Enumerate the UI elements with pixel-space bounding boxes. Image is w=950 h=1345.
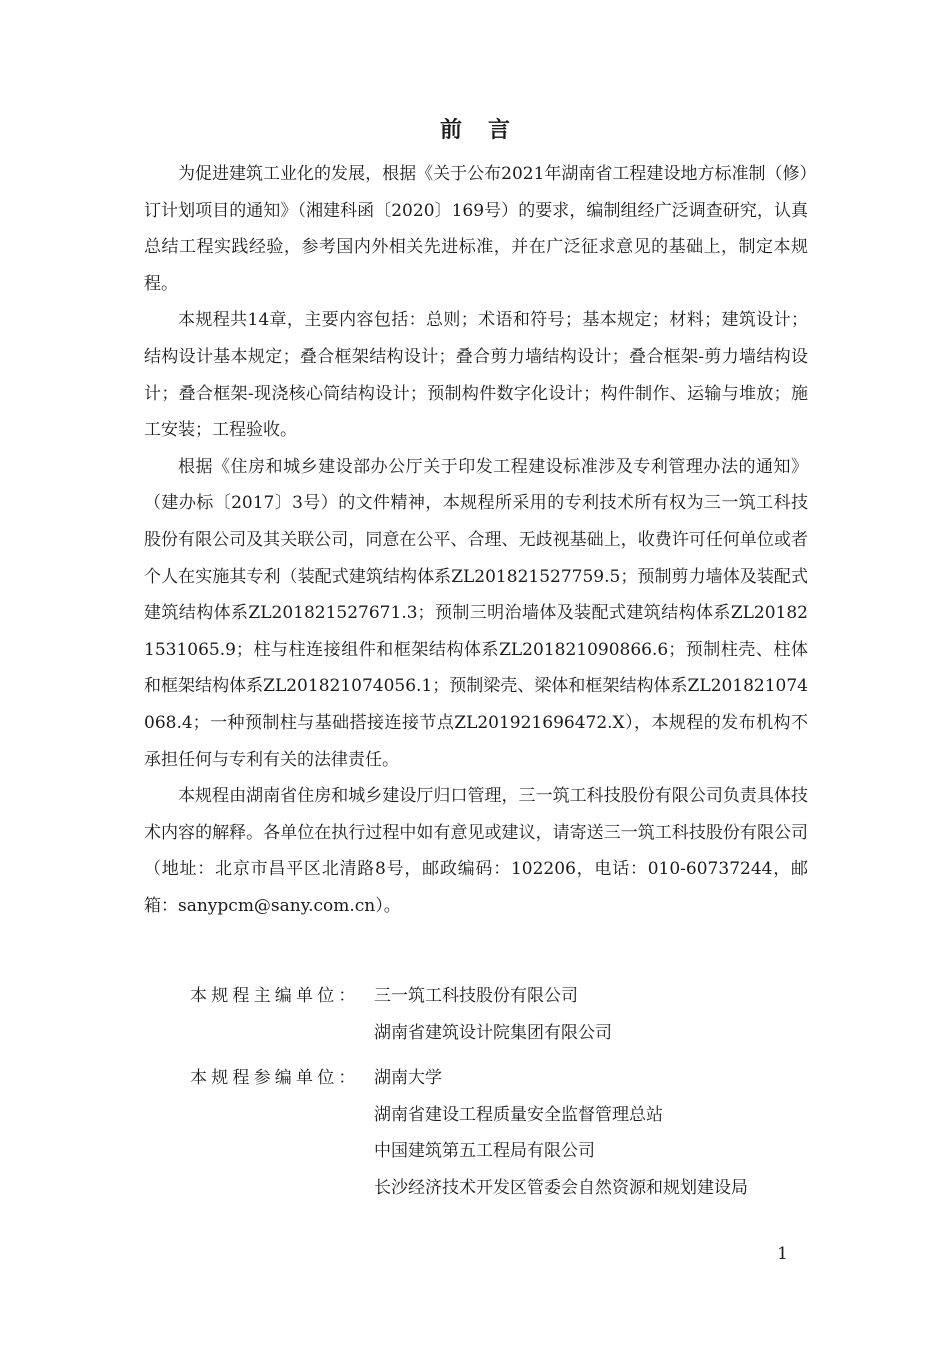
- paragraph-contents: 本规程共14章，主要内容包括：总则；术语和符号；基本规定；材料；建筑设计；结构设计基本规定；叠合框架结构设计；叠合剪力墙结构设计；叠合框架-剪力墙结构设计；叠合框架-现浇核心筒结构设计；预制构件数字化设计；构件制作、运输与堆放；施工安装；工程验收。: [144, 310, 808, 441]
- chief-editor-group: [190, 978, 830, 1051]
- participating-editor-label: 本规程参编单位：: [190, 1068, 360, 1089]
- page-title: 前言: [439, 117, 536, 143]
- preface-body: [144, 156, 808, 924]
- participating-editor-list: [374, 1060, 830, 1206]
- chief-editor-label: 本规程主编单位：: [190, 986, 360, 1006]
- chief-editor-list: [374, 978, 830, 1051]
- paragraph-patents: 根据《住房和城乡建设部办公厅关于印发工程建设标准涉及专利管理办法的通知》（建办标〔2017〕3号）的文件精神，本规程所采用的专利技术所有权为三一筑工科技股份有限公司及其关联公司，同意在公平、合理、无歧视基础上，收费许可任何单位或者个人在实施其专利（装配式建筑结构体系ZL201821527759.5；预制剪力墙体及装配式建筑结构体系ZL201821527671.3；预制三明治墙体及装配式建筑结构体系ZL201821531065.9；柱与柱连接组件和框架结构体系ZL201821090866.6；预制柱壳、柱体和框架结构体系ZL201821074056.1；预制梁壳、梁体和框架结构体系ZL201821074068.4；一种预制柱与基础搭接连接节点ZL201921696472.X），本规程的发布机构不承担任何与专利有关的法律责任。: [144, 456, 808, 770]
- editor-units: [190, 978, 830, 1207]
- paragraph-management: 本规程由湖南省住房和城乡建设厅归口管理，三一筑工科技股份有限公司负责具体技术内容的解释。各单位在执行过程中如有意见或建议，请寄送三一筑工科技股份有限公司（地址：北京市昌平区北清路8号，邮政编码：102206，电话：010-60737244，邮箱：sanypcm@sany.com.cn）。: [144, 786, 808, 916]
- chief-editor-unit: 湖南省建筑设计院集团有限公司: [374, 1022, 612, 1043]
- participating-editor-unit: 中国建筑第五工程局有限公司: [374, 1141, 595, 1162]
- participating-editor-unit: 湖南大学: [374, 1068, 442, 1089]
- page-number: 1: [777, 1244, 788, 1264]
- paragraph-background: 为促进建筑工业化的发展，根据《关于公布2021年湖南省工程建设地方标准制（修）订计划项目的通知》（湘建科函〔2020〕169号）的要求，编制组经广泛调查研究，认真总结工程实践经验，参考国内外相关先进标准，并在广泛征求意见的基础上，制定本规程。: [144, 164, 808, 294]
- chief-editor-unit: 三一筑工科技股份有限公司: [374, 986, 578, 1006]
- participating-editor-group: [190, 1060, 830, 1206]
- participating-editor-unit: 湖南省建设工程质量安全监督管理总站: [374, 1104, 663, 1125]
- participating-editor-unit: 长沙经济技术开发区管委会自然资源和规划建设局: [374, 1177, 748, 1198]
